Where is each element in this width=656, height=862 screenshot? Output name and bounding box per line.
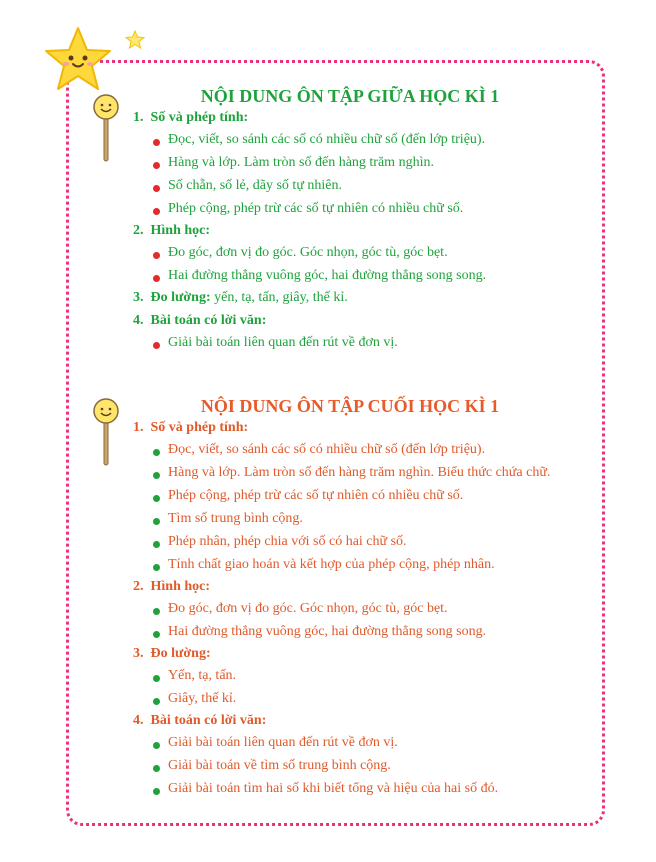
s1-subitem: Phép cộng, phép trừ các số tự nhiên có nhiều chữ số. (168, 201, 464, 216)
bullet (153, 608, 160, 615)
s2-item-2-heading: 2. Hình học: (133, 579, 211, 594)
bullet (153, 185, 160, 192)
s2-subitem: Hàng và lớp. Làm tròn số đến hàng trăm nghìn. Biểu thức chứa chữ. (168, 465, 551, 480)
section2-title: NỘI DUNG ÔN TẬP CUỐI HỌC KÌ 1 (200, 396, 500, 416)
small-star-icon (125, 30, 145, 50)
lollipop-smiley-icon (92, 93, 120, 163)
bullet (153, 742, 160, 749)
s2-subitem: Giải bài toán về tìm số trung bình cộng. (168, 758, 391, 773)
s1-subitem: Giải bài toán liên quan đến rút về đơn vị. (168, 335, 398, 350)
s2-subitem: Giải bài toán liên quan đến rút về đơn vị. (168, 735, 398, 750)
s1-item-2-heading: 2. Hình học: (133, 223, 211, 238)
bullet (153, 342, 160, 349)
s1-subitem: Đo góc, đơn vị đo góc. Góc nhọn, góc tù, góc bẹt. (168, 245, 448, 260)
bullet (153, 208, 160, 215)
bullet (153, 162, 160, 169)
s1-item-1-heading: 1. Số và phép tính: (133, 110, 249, 125)
s2-subitem: Phép cộng, phép trừ các số tự nhiên có nhiều chữ số. (168, 488, 464, 503)
s2-subitem: Đọc, viết, so sánh các số có nhiều chữ số (đến lớp triệu). (168, 442, 486, 457)
s1-subitem: Hàng và lớp. Làm tròn số đến hàng trăm nghìn. (168, 155, 434, 170)
bullet (153, 449, 160, 456)
s2-subitem: Tìm số trung bình cộng. (168, 511, 303, 526)
bullet (153, 275, 160, 282)
s2-subitem: Đo góc, đơn vị đo góc. Góc nhọn, góc tù, góc bẹt. (168, 601, 448, 616)
bullet (153, 472, 160, 479)
star-icon (44, 26, 112, 94)
bullet (153, 518, 160, 525)
s2-subitem: Yến, tạ, tấn. (168, 668, 237, 683)
bullet (153, 564, 160, 571)
bullet (153, 698, 160, 705)
s2-item-1-heading: 1. Số và phép tính: (133, 420, 249, 435)
s2-subitem: Phép nhân, phép chia với số có hai chữ số. (168, 534, 407, 549)
bullet (153, 631, 160, 638)
s2-item-4-heading: 4. Bài toán có lời văn: (133, 713, 267, 728)
s1-item-3-heading: 3. Đo lường: yến, tạ, tấn, giây, thế kỉ. (133, 290, 348, 305)
bullet (153, 139, 160, 146)
s2-subitem: Giây, thế kỉ. (168, 691, 237, 706)
bullet (153, 675, 160, 682)
section1-title: NỘI DUNG ÔN TẬP GIỮA HỌC KÌ 1 (200, 86, 500, 106)
s2-subitem: Hai đường thẳng vuông góc, hai đường thẳng song song. (168, 624, 487, 639)
s1-item-4-heading: 4. Bài toán có lời văn: (133, 313, 267, 328)
s2-subitem: Tính chất giao hoán và kết hợp của phép cộng, phép nhân. (168, 557, 495, 572)
s1-subitem: Đọc, viết, so sánh các số có nhiều chữ số (đến lớp triệu). (168, 132, 486, 147)
bullet (153, 252, 160, 259)
lollipop-smiley-icon (92, 397, 120, 467)
bullet (153, 495, 160, 502)
bullet (153, 541, 160, 548)
bullet (153, 765, 160, 772)
bullet (153, 788, 160, 795)
s1-subitem: Số chẵn, số lẻ, dãy số tự nhiên. (168, 178, 343, 193)
s2-item-3-heading: 3. Đo lường: (133, 646, 211, 661)
s2-subitem: Giải bài toán tìm hai số khi biết tổng và hiệu của hai số đó. (168, 781, 499, 796)
s1-subitem: Hai đường thẳng vuông góc, hai đường thẳng song song. (168, 268, 487, 283)
